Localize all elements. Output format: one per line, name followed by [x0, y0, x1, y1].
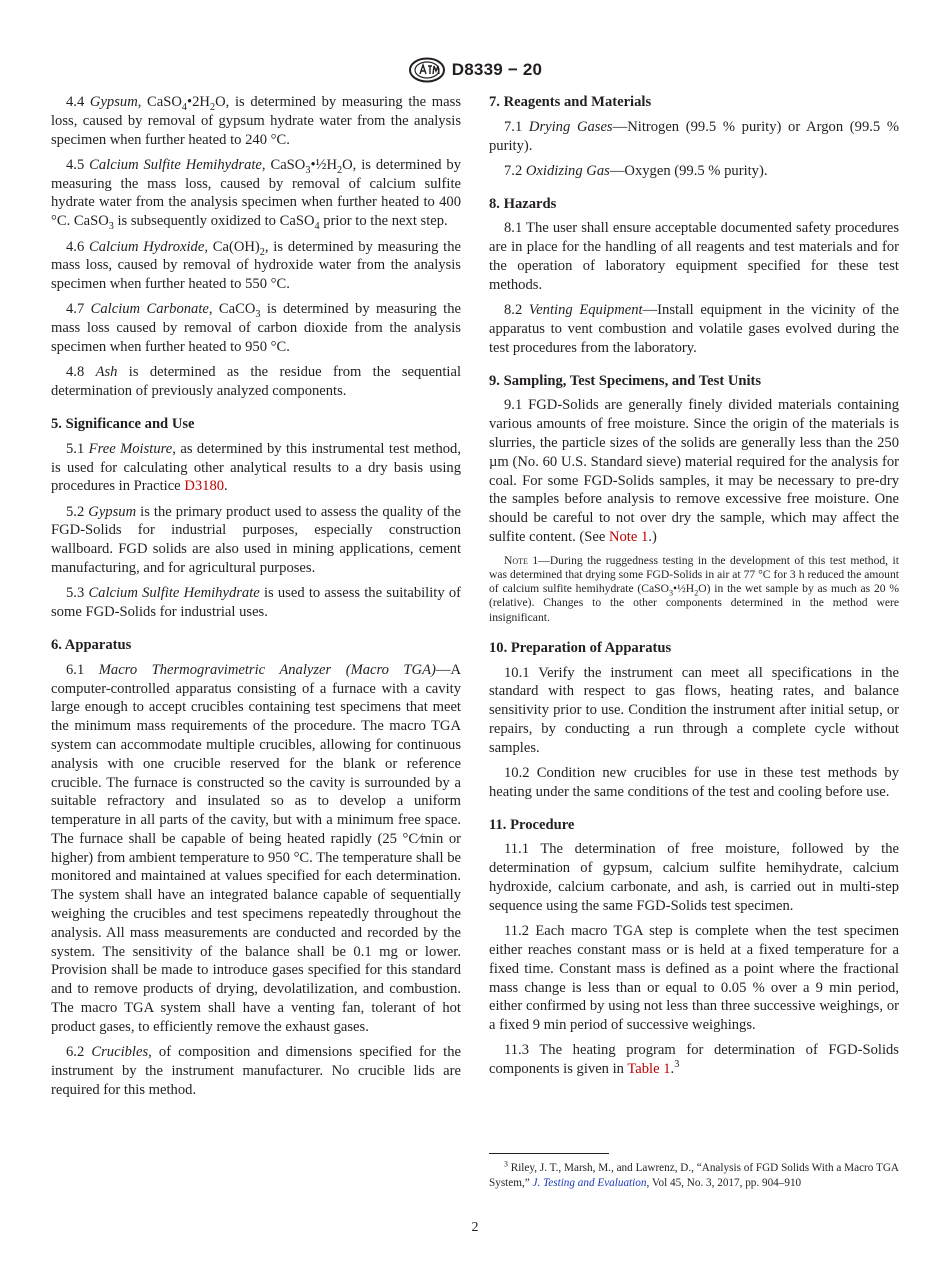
section-heading-6: 6. Apparatus: [51, 636, 132, 653]
paragraph-11-1: 11.1 The determination of free moisture, followed by the determination of gypsum, calcium sulfite hemihydrate, calcium hydroxide, calcium carbonate, and ash, is carried out in multi-step sequence using the same FGD-Solids test specimen.: [489, 841, 899, 914]
section-heading-7: 7. Reagents and Materials: [489, 94, 652, 110]
link-d3180[interactable]: D3180: [184, 478, 225, 495]
note-1: Note 1—During the ruggedness testing in the development of this test method, it was determined that drying some FGD-Solids in air at 77 °C for 3 h reduced the amount of calcium sulfite hemihydrate $(CaSO_3•\frac{1}{2}H_2O)$ in the wet sample by as much as 20 % (relative). Changes to the other components determined in the method were insignificant.: [489, 553, 899, 624]
paragraph-5-1: 5.1 Free Moisture, as determined by this instrumental test method, is used for calculating other analytical results to a dry basis using procedures in Practice D3180.: [51, 440, 462, 495]
note-label: Note 1: [504, 553, 539, 567]
paragraph-5-3: 5.3 Calcium Sulfite Hemihydrate is used to assess the suitability of some FGD-Solids for industrial uses.: [51, 585, 461, 621]
paragraph-4-4: 4.4 Gypsum, $CaSO_4•2H_2O$, is determined by measuring the mass loss, caused by removal of gypsum hydrate water from the analysis specimen when further heated to 240 °C.: [51, 94, 461, 148]
link-note-1[interactable]: Note 1: [608, 528, 649, 545]
section-heading-9: 9. Sampling, Test Specimens, and Test Units: [489, 372, 762, 389]
paragraph-4-7: 4.7 Calcium Carbonate, CaCO$_3$ is determined by measuring the mass loss caused by removal of carbon dioxide from the analysis specimen when further heated to 950 °C.: [51, 301, 461, 356]
footnote-divider: [489, 1153, 609, 1154]
paragraph-8-1: 8.1 The user shall ensure acceptable documented safety procedures are in place for the handling of all reagents and test materials and for the operation of laboratory equipment specified for these test methods.: [489, 220, 899, 293]
paragraph-10-1: 10.1 Verify the instrument can meet all specifications in the standard with respect to gas flows, heating rates, and balance sensitivity prior to use. Condition the instrument after initial setup, or repairs, by conducting a run through a complete cycle without samples.: [489, 664, 899, 756]
paragraph-4-6: 4.6 Calcium Hydroxide, $Ca(OH)_2$, is determined by measuring the mass loss, caused by removal of hydroxide water from the analysis specimen when further heated to 550 °C.: [51, 238, 462, 293]
paragraph-5-2: 5.2 Gypsum is the primary product used to assess the quality of the FGD-Solids for industrial purposes, especially construction wallboard. FGD solids are also used in mining applications, cement manufacturing, and for agricultural purposes.: [51, 503, 461, 577]
left-column: [51, 93, 461, 1106]
page-header: [0, 55, 950, 85]
section-heading-11: 11. Procedure: [489, 816, 575, 833]
paragraph-7-1: 7.1 Drying Gases—Nitrogen (99.5 % purity) or Argon (99.5 % purity).: [489, 118, 900, 154]
paragraph-10-2: 10.2 Condition new crucibles for use in these test methods by heating under the same conditions of the test and cooling before use.: [489, 765, 899, 800]
section-heading-5: 5. Significance and Use: [51, 415, 195, 432]
link-journal[interactable]: J. Testing and Evaluation: [532, 1177, 647, 1190]
link-table-1[interactable]: Table 1: [627, 1061, 671, 1078]
paragraph-8-2: 8.2 Venting Equipment—Install equipment in the vicinity of the apparatus to vent combustion and volatile gases evolved during the test procedures from the laboratory.: [489, 302, 899, 356]
page-number: 2: [471, 1220, 479, 1235]
paragraph-6-2: 6.2 Crucibles, of composition and dimensions specified for the instrument by the instrument manufacturer. No crucible lids are required for this method.: [51, 1044, 462, 1098]
footnote-ref-3[interactable]: 3: [674, 1059, 680, 1071]
paragraph-11-2: 11.2 Each macro TGA step is complete when the test specimen either reaches constant mass or is held at a fixed temperature for a fixed time. Constant mass is defined as a point where the fractional mass change is less than or equal to 0.05 % over a 9 min period, either confirmed by using not less than three successive weighings, or a fixed 9 min period of successive weighings.: [489, 923, 899, 1034]
document-designation: D8339 − 20: [451, 60, 543, 79]
paragraph-9-1: 9.1 FGD-Solids are generally finely divided materials containing various amounts of free moisture. Since the origin of the materials is slurries, the particle sizes of the solids are generally less than the 250 µm (No. 60 U.S. Standard sieve) material required for the analysis for coal. For some FGD-Solids samples, it may be necessary to pre-dry the samples before analysis to remove excessive free moisture. One should be careful to not over dry the sample, which may affect the sulfite content. (See Note 1.): [489, 397, 899, 545]
footnote-3: $^3$ Riley, J. T., Marsh, M., and Lawrenz, D., “Analysis of FGD Solids With a Macro TGA System,” J. Testing and Evaluation, Vol 45, No. 3, 2017, pp. 904–910: [489, 1159, 899, 1190]
paragraph-6-1: 6.1 Macro Thermogravimetric Analyzer (Macro TGA)—A computer-controlled apparatus consisting of a furnace with a cavity large enough to accept crucibles containing test specimens that meet the minimum mass requirements of the procedure. The macro TGA system can accommodate multiple crucibles, allowing for continuous analysis with one crucible reserved for the blank or reference crucible. The furnace is constructed so the cavity is surrounded by a suitable refractory and insulated so as to develop a uniform temperature in all parts of the cavity, but with a minimum free space. The furnace shall be capable of being heated rapidly (25 °C⁄min or higher) from ambient temperature to 950 °C. The temperature shall be monitored and maintained at values specified for each determination. The system shall have an integrated balance capable of sequentially weighing the crucibles and test specimens repeatedly throughout the analysis. All mass measurements are conducted and recorded by the system. The sensitivity of the balance shall be 0.1 mg or lower. Provision shall be made to introduce gases specified for this standard and to remove products of drying, devolatilization, and combustion. The macro TGA system shall have a venting fan, tolerant of hot product gases, to efficiently remove the exhaust gases.: [51, 661, 461, 1035]
paragraph-7-2: 7.2 Oxidizing Gas—Oxygen (99.5 % purity).: [504, 162, 768, 179]
astm-logo-icon: [408, 57, 446, 83]
right-column: [489, 93, 899, 1085]
paragraph-4-8: 4.8 Ash is determined as the residue from the sequential determination of previously analyzed components.: [51, 364, 461, 400]
section-heading-8: 8. Hazards: [489, 195, 557, 212]
section-heading-10: 10. Preparation of Apparatus: [489, 639, 672, 656]
paragraph-11-3: 11.3 The heating program for determination of FGD-Solids components is given in Table 1.$^3$: [489, 1042, 899, 1078]
paragraph-4-5: 4.5 Calcium Sulfite Hemihydrate, $CaSO_3•\frac{1}{2}H_2O$, is determined by measuring the mass loss, caused by removal of calcium sulfite hydrate water from the analysis specimen when further heated to 400 °C. CaSO$_3$ is subsequently oxidized to CaSO$_4$ prior to the next step.: [51, 156, 462, 233]
